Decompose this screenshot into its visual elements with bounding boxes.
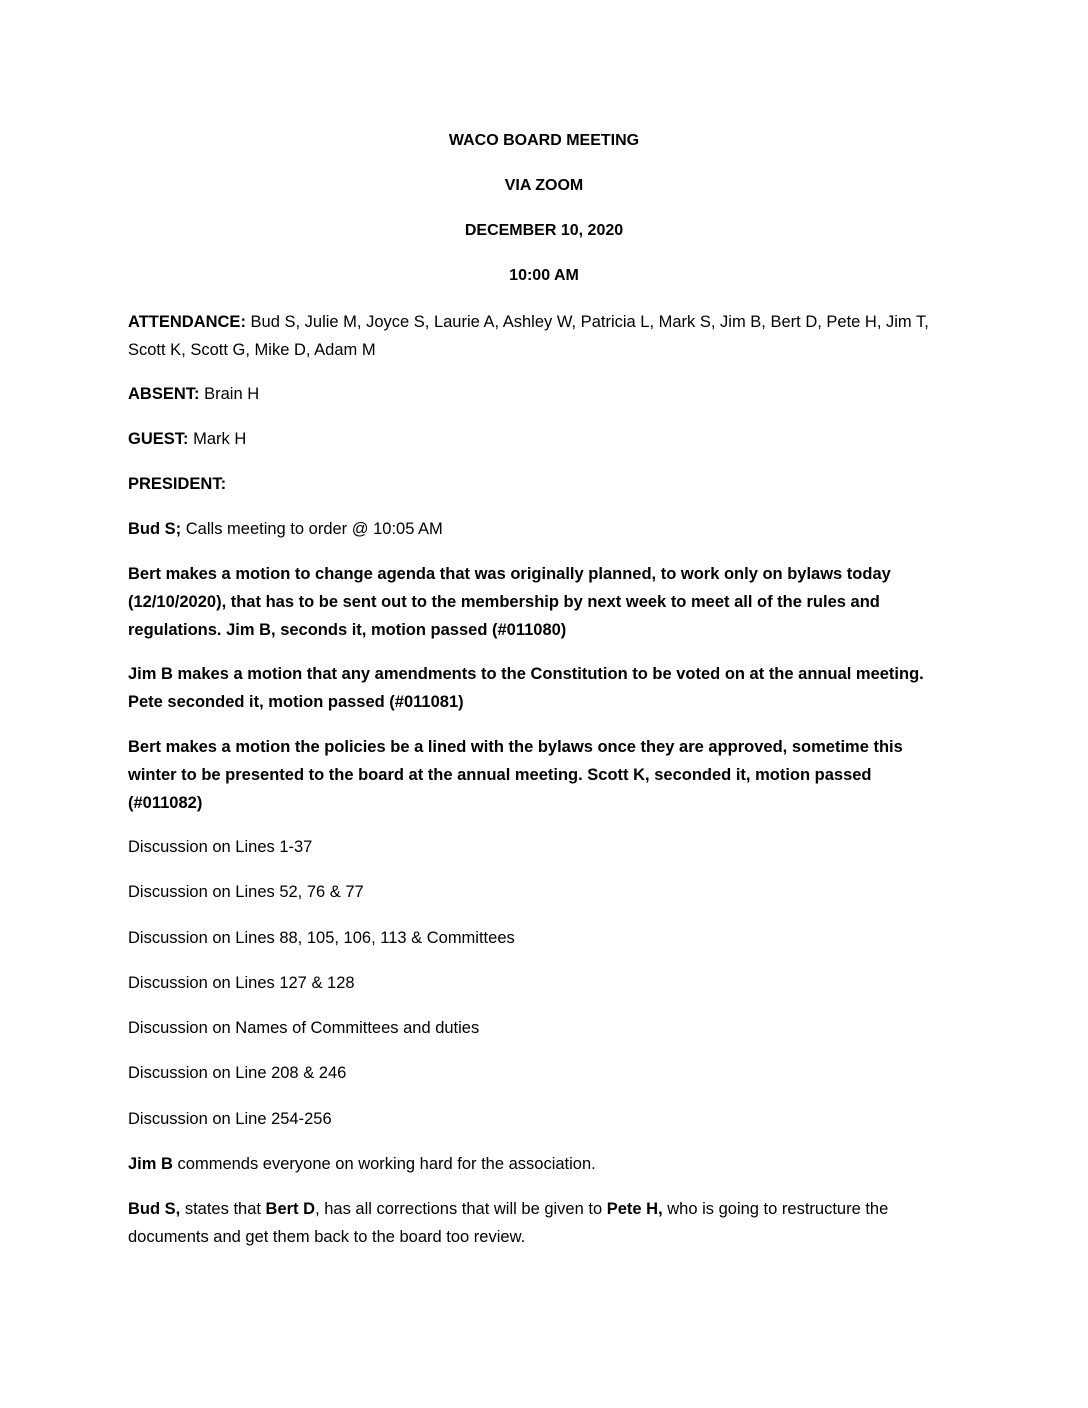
commendation-name: Jim B (128, 1155, 173, 1173)
motion-011082 (128, 733, 968, 817)
motion-line: regulations. Jim B, seconds it, motion passed (#011080) (128, 621, 567, 639)
motion-011080 (128, 560, 968, 644)
discussion-item: Discussion on Line 208 & 246 (128, 1064, 347, 1082)
discussion-item: Discussion on Lines 127 & 128 (128, 974, 355, 992)
attendance-list-line2: Scott K, Scott G, Mike D, Adam M (128, 341, 376, 359)
meeting-time: 10:00 AM (509, 267, 579, 284)
call-to-order (128, 515, 968, 543)
motion-011081 (128, 660, 968, 716)
absent-section (128, 380, 968, 408)
president-heading: PRESIDENT: (128, 475, 227, 493)
closing-name-bert: Bert D (265, 1200, 316, 1218)
closing-name-bud: Bud S, (128, 1200, 181, 1218)
motion-line: Pete seconded it, motion passed (#011081) (128, 693, 464, 711)
closing-line2: documents and get them back to the board too review. (128, 1228, 526, 1246)
meeting-date: DECEMBER 10, 2020 (464, 222, 624, 239)
guest-label: GUEST: (128, 430, 189, 448)
closing-statement (128, 1195, 968, 1251)
closing-text: states that (180, 1200, 266, 1218)
discussion-item: Discussion on Line 254-256 (128, 1110, 332, 1128)
meeting-title: WACO BOARD MEETING (448, 132, 640, 149)
closing-name-pete: Pete H, (606, 1200, 663, 1218)
motion-line: Bert makes a motion the policies be a lined with the bylaws once they are approved, sometime this (128, 738, 903, 756)
motion-line: Jim B makes a motion that any amendments to the Constitution to be voted on at the annual meeting. (128, 665, 924, 683)
guest-value: Mark H (193, 430, 247, 448)
absent-value: Brain H (204, 385, 260, 403)
motion-line: (#011082) (128, 794, 203, 812)
discussion-item: Discussion on Lines 88, 105, 106, 113 & Committees (128, 929, 515, 947)
closing-text: , has all corrections that will be given to (315, 1200, 607, 1218)
motion-line: (12/10/2020), that has to be sent out to the membership by next week to meet all of the rules and (128, 593, 880, 611)
call-to-order-name: Bud S; (128, 520, 182, 538)
commendation-text: commends everyone on working hard for the association. (172, 1155, 596, 1173)
discussion-item: Discussion on Lines 52, 76 & 77 (128, 883, 364, 901)
attendance-list-line1: Bud S, Julie M, Joyce S, Laurie A, Ashley W, Patricia L, Mark S, Jim B, Bert D, Pete H, Jim T, (250, 313, 929, 331)
call-to-order-text: Calls meeting to order @ 10:05 AM (185, 520, 443, 538)
motion-line: winter to be presented to the board at the annual meeting. Scott K, seconded it, motion passed (128, 766, 872, 784)
closing-text: who is going to restructure the (662, 1200, 889, 1218)
commendation (128, 1150, 968, 1178)
meeting-venue: VIA ZOOM (504, 177, 584, 194)
absent-label: ABSENT: (128, 385, 200, 403)
attendance-label: ATTENDANCE: (128, 313, 246, 331)
attendance-section (128, 308, 968, 364)
discussion-item: Discussion on Names of Committees and duties (128, 1019, 480, 1037)
discussion-item: Discussion on Lines 1-37 (128, 838, 313, 856)
guest-section (128, 425, 968, 453)
motion-line: Bert makes a motion to change agenda that was originally planned, to work only on bylaws today (128, 565, 891, 583)
